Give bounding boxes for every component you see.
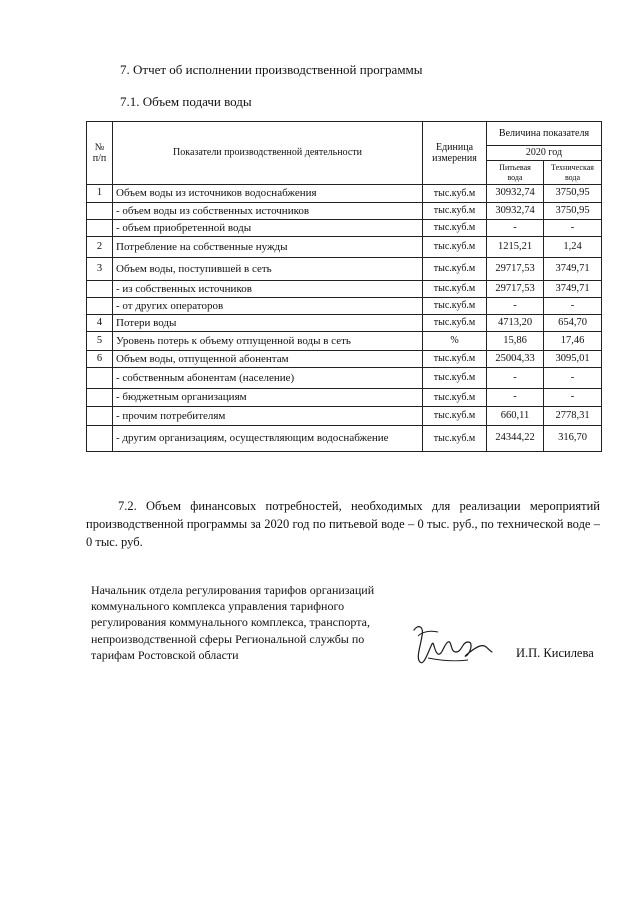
row-drinking-value: 25004,33 <box>487 351 544 368</box>
row-indicator: Объем воды, отпущенной абонентам <box>113 351 423 368</box>
row-technical-value: - <box>544 389 602 407</box>
table-row <box>87 220 602 237</box>
row-number <box>87 426 113 452</box>
table-row <box>87 203 602 220</box>
row-unit: тыс.куб.м <box>423 351 487 368</box>
row-number: 3 <box>87 258 113 281</box>
subsection-heading: 7.1. Объем подачи воды <box>120 94 252 109</box>
row-technical-value: 316,70 <box>544 426 602 452</box>
row-indicator: Уровень потерь к объему отпущенной воды в сеть <box>113 332 423 351</box>
row-indicator: - объем приобретенной воды <box>113 220 423 237</box>
header-technical: Техническая вода <box>544 161 602 185</box>
row-technical-value: 654,70 <box>544 315 602 332</box>
row-drinking-value: 24344,22 <box>487 426 544 452</box>
header-num: № п/п <box>87 122 113 185</box>
row-drinking-value: 30932,74 <box>487 185 544 203</box>
table-row <box>87 298 602 315</box>
row-unit: тыс.куб.м <box>423 389 487 407</box>
row-technical-value: 3095,01 <box>544 351 602 368</box>
row-number <box>87 298 113 315</box>
row-number: 2 <box>87 237 113 258</box>
header-drinking: Питьевая вода <box>487 161 544 185</box>
header-indicator: Показатели производственной деятельности <box>113 122 423 185</box>
row-number <box>87 220 113 237</box>
row-indicator: - от других операторов <box>113 298 423 315</box>
table-row <box>87 258 602 281</box>
row-indicator: Объем воды, поступившей в сеть <box>113 258 423 281</box>
row-indicator: - прочим потребителям <box>113 407 423 426</box>
row-drinking-value: 660,11 <box>487 407 544 426</box>
water-supply-table <box>86 121 602 452</box>
row-technical-value: 2778,31 <box>544 407 602 426</box>
row-technical-value: 3749,71 <box>544 281 602 298</box>
row-indicator: - другим организациям, осуществляющим водоснабжение <box>113 426 423 452</box>
row-unit: тыс.куб.м <box>423 185 487 203</box>
table-row <box>87 185 602 203</box>
row-number <box>87 368 113 389</box>
row-number <box>87 281 113 298</box>
row-number: 4 <box>87 315 113 332</box>
row-unit: тыс.куб.м <box>423 258 487 281</box>
signatory-name: И.П. Кисилева <box>516 646 594 660</box>
signatory-position: Начальник отдела регулирования тарифов организаций коммунального комплекса управления тарифного регулирования коммунального комплекса, транспорта, непроизводственной сферы Региональной службы по тарифам Ростовской области <box>91 583 375 662</box>
financial-paragraph: 7.2. Объем финансовых потребностей, необходимых для реализации мероприятий производственной программы за 2020 год по питьевой воде – 0 тыс. руб., по технической воде – 0 тыс. руб. <box>86 499 600 549</box>
row-technical-value: 1,24 <box>544 237 602 258</box>
row-indicator: - собственным абонентам (население) <box>113 368 423 389</box>
row-drinking-value: 29717,53 <box>487 281 544 298</box>
row-indicator: Объем воды из источников водоснабжения <box>113 185 423 203</box>
row-unit: тыс.куб.м <box>423 407 487 426</box>
row-unit: тыс.куб.м <box>423 368 487 389</box>
row-technical-value: 17,46 <box>544 332 602 351</box>
row-technical-value: - <box>544 368 602 389</box>
row-technical-value: - <box>544 220 602 237</box>
table-row <box>87 368 602 389</box>
table-row <box>87 389 602 407</box>
header-unit: Единица измерения <box>423 122 487 185</box>
row-drinking-value: - <box>487 389 544 407</box>
row-drinking-value: 4713,20 <box>487 315 544 332</box>
header-year: 2020 год <box>487 146 602 161</box>
row-unit: % <box>423 332 487 351</box>
header-value: Величина показателя <box>487 122 602 146</box>
row-drinking-value: 29717,53 <box>487 258 544 281</box>
row-number: 1 <box>87 185 113 203</box>
row-drinking-value: 30932,74 <box>487 203 544 220</box>
row-number <box>87 407 113 426</box>
row-unit: тыс.куб.м <box>423 203 487 220</box>
table-row <box>87 332 602 351</box>
table-row <box>87 351 602 368</box>
row-indicator: Потребление на собственные нужды <box>113 237 423 258</box>
row-unit: тыс.куб.м <box>423 237 487 258</box>
row-number <box>87 389 113 407</box>
row-unit: тыс.куб.м <box>423 298 487 315</box>
row-unit: тыс.куб.м <box>423 426 487 452</box>
row-unit: тыс.куб.м <box>423 281 487 298</box>
row-drinking-value: 1215,21 <box>487 237 544 258</box>
row-drinking-value: - <box>487 220 544 237</box>
handwritten-signature <box>408 622 496 668</box>
row-technical-value: - <box>544 298 602 315</box>
row-technical-value: 3749,71 <box>544 258 602 281</box>
table-row <box>87 407 602 426</box>
table-row <box>87 237 602 258</box>
row-indicator: Потери воды <box>113 315 423 332</box>
row-unit: тыс.куб.м <box>423 220 487 237</box>
row-drinking-value: 15,86 <box>487 332 544 351</box>
row-indicator: - из собственных источников <box>113 281 423 298</box>
row-unit: тыс.куб.м <box>423 315 487 332</box>
row-indicator: - объем воды из собственных источников <box>113 203 423 220</box>
row-technical-value: 3750,95 <box>544 185 602 203</box>
table-row <box>87 426 602 452</box>
row-number: 5 <box>87 332 113 351</box>
table-row <box>87 281 602 298</box>
table-row <box>87 315 602 332</box>
row-indicator: - бюджетным организациям <box>113 389 423 407</box>
row-drinking-value: - <box>487 368 544 389</box>
row-technical-value: 3750,95 <box>544 203 602 220</box>
row-drinking-value: - <box>487 298 544 315</box>
row-number: 6 <box>87 351 113 368</box>
section-heading: 7. Отчет об исполнении производственной программы <box>120 62 423 77</box>
row-number <box>87 203 113 220</box>
